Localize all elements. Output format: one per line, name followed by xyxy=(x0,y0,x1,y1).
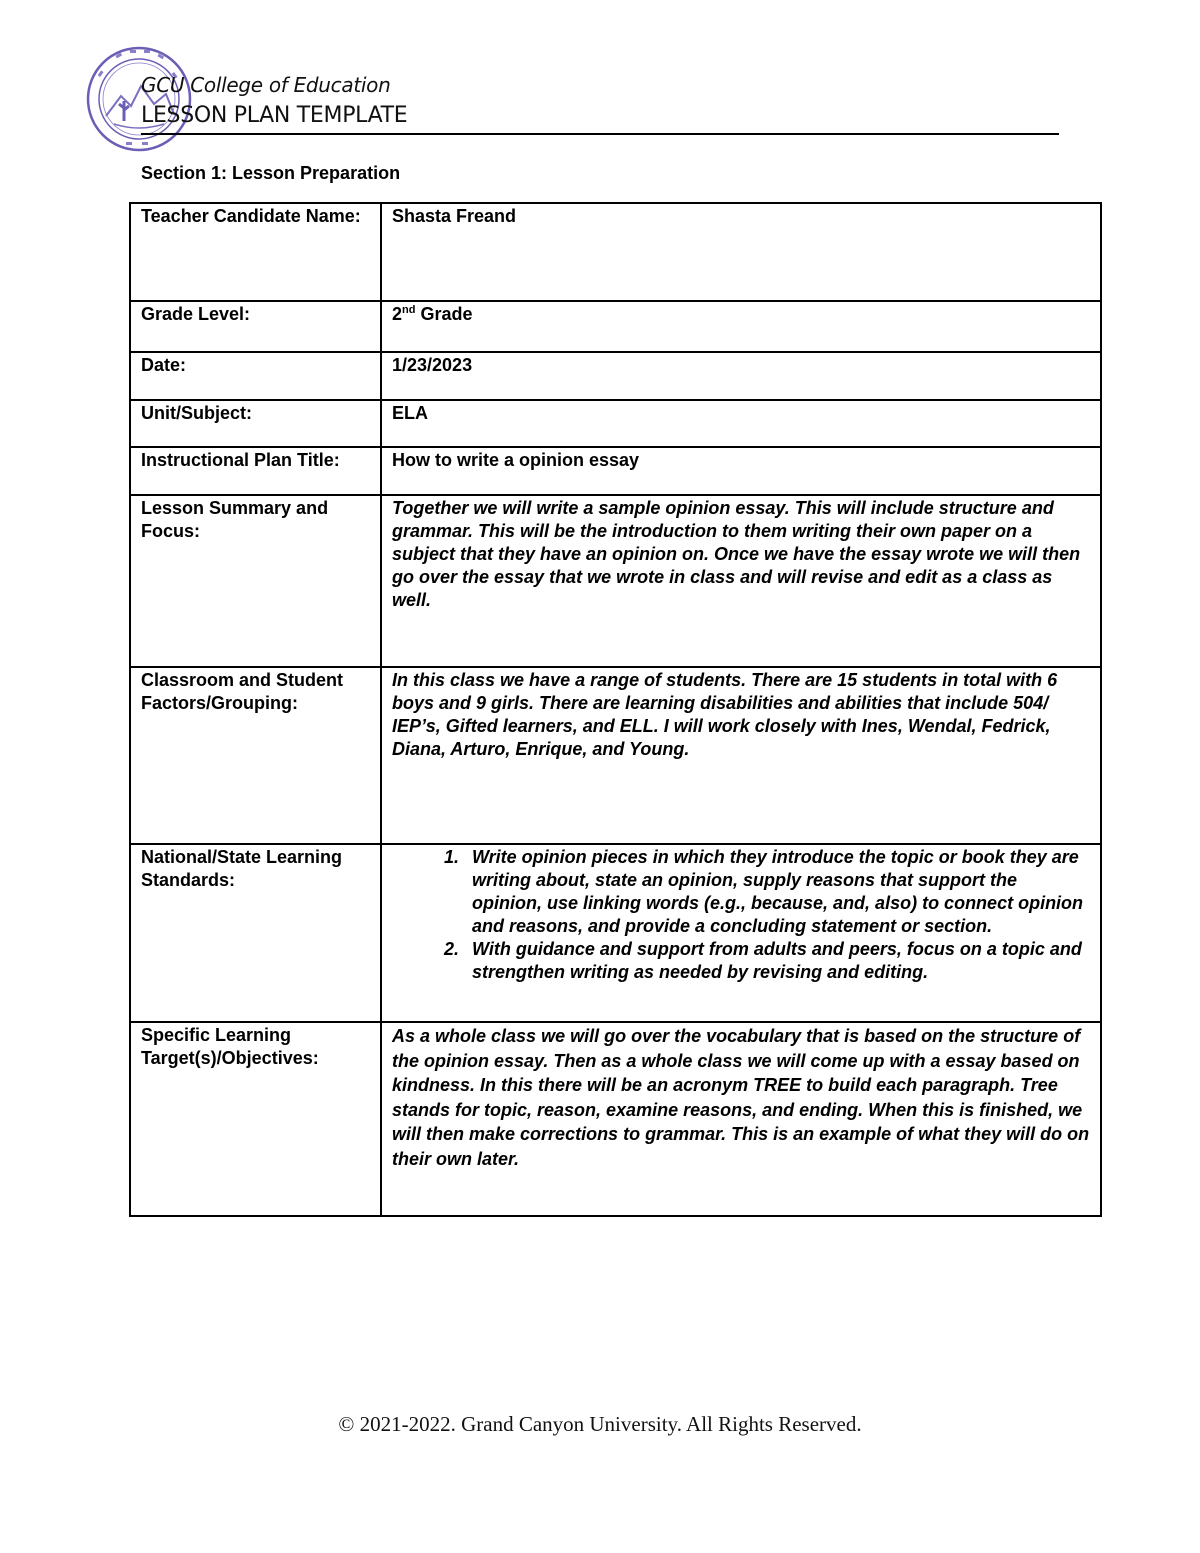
table-row xyxy=(130,400,1101,447)
teacher-name-value: Shasta Freand xyxy=(381,203,1101,301)
section-title: Section 1: Lesson Preparation xyxy=(141,163,401,183)
objectives-value: As a whole class we will go over the vocabulary that is based on the structure of the opinion essay. Then as a whole class we will come up with a essay based on kindness. In this there will be an acronym TREE to build each paragraph. Tree stands for topic, reason, examine reasons, and ending. When this is finished, we will then make corrections to grammar. This is an example of what they will do on their own later. xyxy=(381,1022,1101,1216)
grade-number: 2 xyxy=(392,304,403,324)
plan-title-value: How to write a opinion essay xyxy=(381,447,1101,495)
standards-label: National/State Learning Standards: xyxy=(130,844,381,1022)
header-divider xyxy=(141,133,1059,135)
lesson-summary-value: Together we will write a sample opinion essay. This will include structure and grammar. This will be the introduction to them writing their own paper on a subject that they have an opinion on. Once we have the essay wrote we will then go over the essay that we wrote in class and will revise and edit as a class as well. xyxy=(381,495,1101,667)
table-row xyxy=(130,447,1101,495)
standards-value xyxy=(381,844,1101,1022)
table-row xyxy=(130,667,1101,844)
copyright-footer: © 2021-2022. Grand Canyon University. All Rights Reserved. xyxy=(338,1412,862,1436)
unit-subject-value: ELA xyxy=(381,400,1101,447)
standard-item-1: 1. Write opinion pieces in which they introduce the topic or book they are writing about, state an opinion, supply reasons that support the opinion, use linking words (e.g., because, and, also) to connect opinion and reasons, and provide a concluding statement or section. xyxy=(464,846,1090,938)
table-row xyxy=(130,203,1101,301)
classroom-factors-label: Classroom and Student Factors/Grouping: xyxy=(130,667,381,844)
date-value: 1/23/2023 xyxy=(381,352,1101,400)
table-row xyxy=(130,1022,1101,1216)
objectives-label: Specific Learning Target(s)/Objectives: xyxy=(130,1022,381,1216)
date-label: Date: xyxy=(130,352,381,400)
grade-level-label: Grade Level: xyxy=(130,301,381,352)
lesson-summary-label: Lesson Summary and Focus: xyxy=(130,495,381,667)
college-name: GCU College of Education xyxy=(141,73,391,97)
lesson-plan-table xyxy=(129,202,1102,1217)
table-row xyxy=(130,844,1101,1022)
classroom-factors-value: In this class we have a range of students. There are 15 students in total with 6 boys and 9 girls. There are learning disabilities and abilities that include 504/ IEP’s, Gifted learners, and ELL. I will work closely with Ines, Wendal, Fedrick, Diana, Arturo, Enrique, and Young. xyxy=(381,667,1101,844)
standards-list xyxy=(392,846,1090,984)
teacher-name-label: Teacher Candidate Name: xyxy=(130,203,381,301)
standard-item-2: 2. With guidance and support from adults and peers, focus on a topic and strengthen writing as needed by revising and editing. xyxy=(464,938,1090,984)
grade-level-value xyxy=(381,301,1101,352)
gcu-seal-logo xyxy=(86,46,192,152)
unit-subject-label: Unit/Subject: xyxy=(130,400,381,447)
document-title: LESSON PLAN TEMPLATE xyxy=(141,103,408,128)
table-row xyxy=(130,495,1101,667)
plan-title-label: Instructional Plan Title: xyxy=(130,447,381,495)
table-row xyxy=(130,352,1101,400)
grade-ordinal: nd xyxy=(402,304,416,316)
grade-suffix: Grade xyxy=(415,304,473,324)
table-row xyxy=(130,301,1101,352)
